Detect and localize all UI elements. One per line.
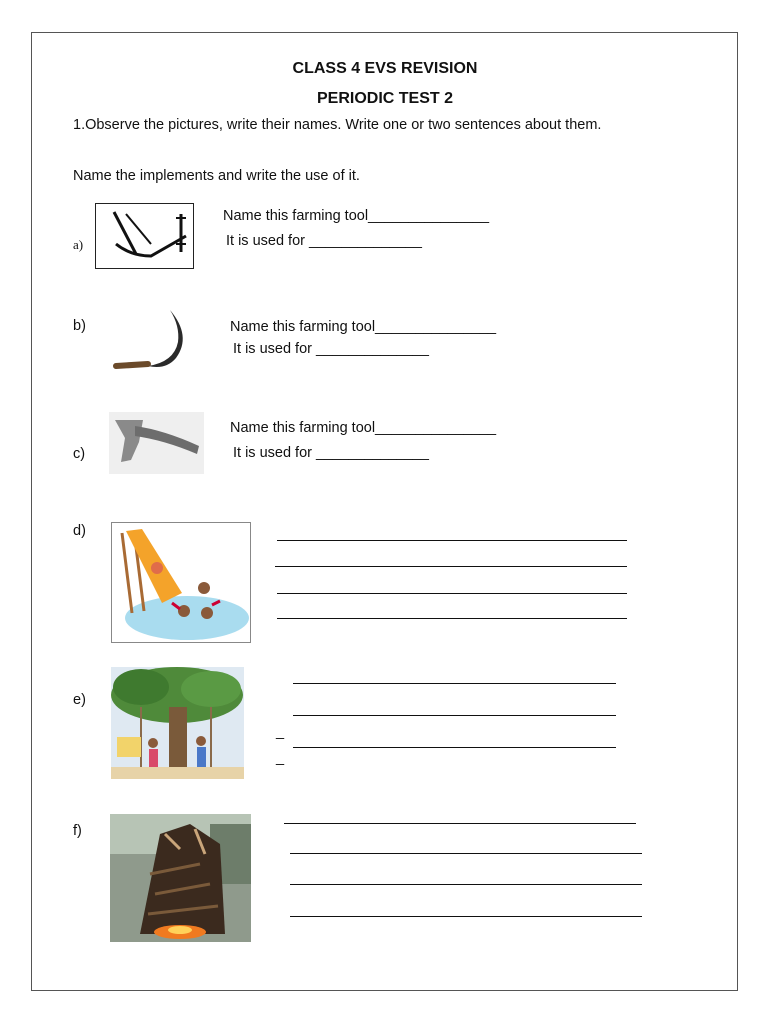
- question-1-subinstruction: Name the implements and write the use of it.: [73, 168, 360, 184]
- answer-line-f-4[interactable]: [290, 916, 642, 917]
- item-a-use-prompt: It is used for ______________: [226, 233, 422, 249]
- sickle-icon: [108, 306, 192, 376]
- answer-line-f-3[interactable]: [290, 884, 642, 885]
- stray-mark-1: _: [276, 724, 285, 740]
- bonfire-image: [110, 814, 251, 942]
- answer-line-e-2[interactable]: [293, 715, 616, 716]
- question-1-instruction: 1.Observe the pictures, write their names. Write one or two sentences about them.: [73, 117, 602, 133]
- water-park-image: [111, 522, 251, 643]
- answer-line-d-4[interactable]: [277, 618, 627, 619]
- item-d-label: d): [73, 523, 86, 539]
- answer-line-f-1[interactable]: [284, 823, 636, 824]
- item-e-label: e): [73, 692, 86, 708]
- item-a-name-prompt: Name this farming tool_______________: [223, 208, 490, 224]
- item-b-name-prompt: Name this farming tool_______________: [230, 319, 497, 335]
- item-f-label: f): [73, 823, 82, 839]
- item-c-name-prompt: Name this farming tool_______________: [230, 420, 497, 436]
- answer-line-d-1[interactable]: [277, 540, 627, 541]
- answer-line-d-2[interactable]: [275, 566, 627, 567]
- item-c-label: c): [73, 446, 86, 462]
- item-b-label: b): [73, 318, 86, 334]
- answer-line-e-1[interactable]: [293, 683, 616, 684]
- stray-mark-2: _: [276, 750, 285, 766]
- banyan-tree-image: [111, 667, 244, 779]
- axe-icon: [109, 412, 204, 474]
- answer-line-f-2[interactable]: [290, 853, 642, 854]
- worksheet-title: CLASS 4 EVS REVISION: [292, 60, 478, 77]
- item-c-use-prompt: It is used for ______________: [233, 445, 429, 461]
- worksheet-subtitle: PERIODIC TEST 2: [316, 90, 454, 107]
- answer-line-e-3[interactable]: [293, 747, 616, 748]
- answer-line-d-3[interactable]: [277, 593, 627, 594]
- item-b-use-prompt: It is used for ______________: [233, 341, 429, 357]
- plough-icon: [95, 203, 194, 269]
- item-a-label: a): [73, 237, 84, 252]
